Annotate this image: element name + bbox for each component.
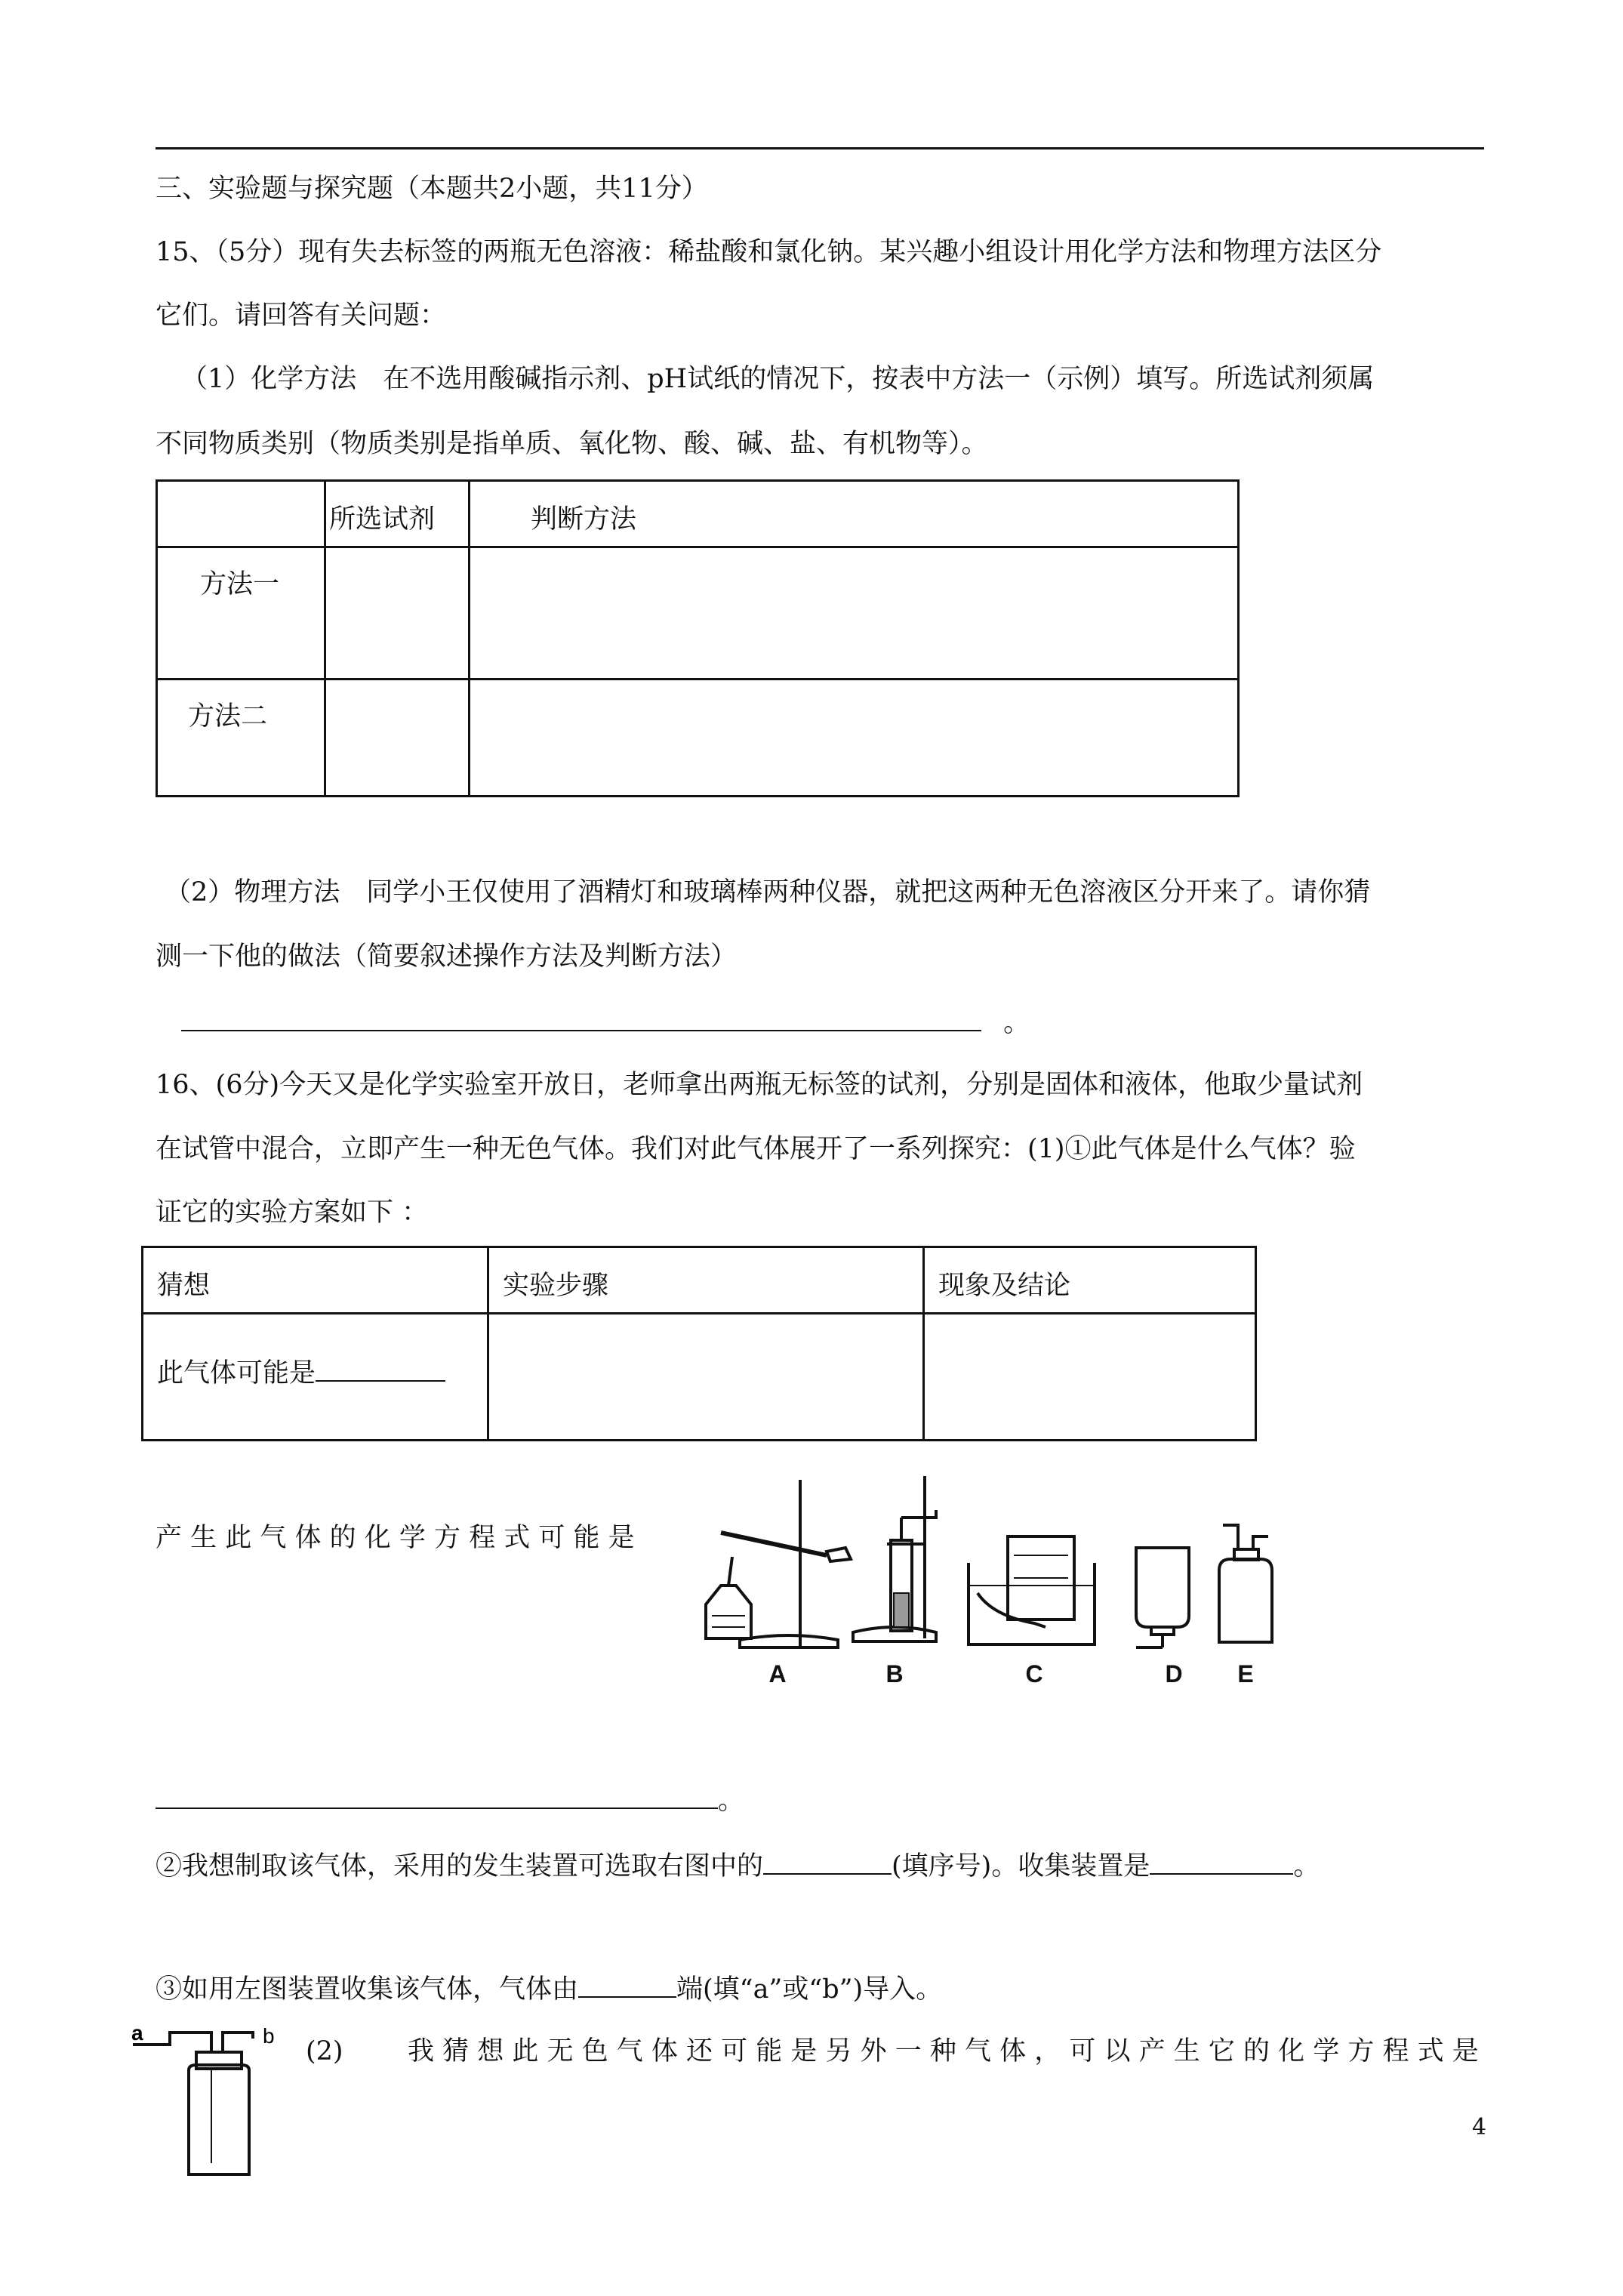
q16-q2-text1: ②我想制取该气体，采用的发生装置可选取右图中的 xyxy=(156,1851,764,1881)
label-E: E xyxy=(1237,1660,1254,1687)
steps-cell[interactable] xyxy=(488,1314,924,1441)
q15-part1-line1: （1）化学方法 在不选用酸碱指示剂、pH试纸的情况下，按表中方法一（示例）填写。所选试剂须属 xyxy=(181,364,1375,394)
table-header-empty xyxy=(157,481,325,547)
table-row xyxy=(143,1314,1256,1441)
apparatus-figure xyxy=(676,1472,1287,1691)
reagent-cell-1[interactable] xyxy=(325,547,470,680)
table-header-reagent: 所选试剂 xyxy=(329,504,436,535)
port-label-b: b xyxy=(263,2024,275,2048)
equation-end: 。 xyxy=(718,1786,745,1816)
q15-line1: 15、（5分）现有失去标签的两瓶无色溶液：稀盐酸和氯化钠。某兴趣小组设计用化学方法和物理方法区分 xyxy=(156,237,1382,267)
page-number: 4 xyxy=(1472,2114,1487,2140)
guess-blank[interactable] xyxy=(316,1358,445,1382)
q15-part2-line2: 测一下他的做法（简要叙述操作方法及判断方法） xyxy=(156,942,738,972)
table-header-result: 现象及结论 xyxy=(938,1271,1071,1301)
collector-blank[interactable] xyxy=(1150,1848,1293,1875)
q16-line1: 16、(6分)今天又是化学实验室开放日，老师拿出两瓶无标签的试剂，分别是固体和液体，他取少量试剂 xyxy=(156,1070,1363,1100)
row-label-method2: 方法二 xyxy=(188,701,268,732)
q15-part1-line2: 不同物质类别（物质类别是指单质、氧化物、酸、碱、盐、有机物等）。 xyxy=(156,429,988,459)
inlet-blank[interactable] xyxy=(578,1971,676,1998)
q16-line3: 证它的实验方案如下 ： xyxy=(156,1197,429,1228)
port-label-a: a xyxy=(131,2023,143,2045)
q15-method-table xyxy=(156,479,1240,797)
q15-part2-line1: （2）物理方法 同学小王仅使用了酒精灯和玻璃棒两种仪器，就把这两种无色溶液区分开来了。请你猜 xyxy=(165,877,1371,908)
q16-q2-text2: (填序号)。收集装置是 xyxy=(892,1851,1150,1881)
table-row xyxy=(157,547,1239,680)
q16-part2-text: 我 猜 想 此 无 色 气 体 还 可 能 是 另 外 一 种 气 体 ， 可 以 产 生 它 的 化 学 方 程 式 是 xyxy=(408,2036,1479,2066)
table-header-steps: 实验步骤 xyxy=(503,1271,609,1301)
result-cell[interactable] xyxy=(924,1314,1256,1441)
gas-bottle-figure xyxy=(128,2023,302,2182)
generator-blank[interactable] xyxy=(763,1848,892,1875)
label-D: D xyxy=(1165,1660,1183,1687)
equation-blank[interactable] xyxy=(156,1782,718,1809)
q16-q3-text2: 端(填“a”或“b”)导入。 xyxy=(676,1974,943,2005)
q16-experiment-table xyxy=(141,1246,1257,1441)
section-title: 三、实验题与探究题（本题共2小题，共11分） xyxy=(156,174,708,204)
method-cell-2[interactable] xyxy=(470,680,1239,797)
equation-prompt: 产 生 此 气 体 的 化 学 方 程 式 可 能 是 xyxy=(156,1523,635,1553)
row-label-method1: 方法一 xyxy=(200,569,280,599)
q16-q2-text3: 。 xyxy=(1293,1851,1320,1881)
q16-part2-num: (2) xyxy=(306,2036,343,2066)
label-A: A xyxy=(768,1660,787,1687)
top-rule xyxy=(156,147,1484,149)
q15-line2: 它们。请回答有关问题： xyxy=(156,300,447,331)
q16-q3-text1: ③如用左图装置收集该气体，气体由 xyxy=(156,1974,579,2005)
q16-line2: 在试管中混合，立即产生一种无色气体。我们对此气体展开了一系列探究：(1)①此气体是什么气体？验 xyxy=(156,1134,1356,1164)
table-row xyxy=(157,680,1239,797)
table-header-guess: 猜想 xyxy=(157,1271,211,1301)
label-B: B xyxy=(885,1660,904,1687)
label-C: C xyxy=(1025,1660,1043,1687)
method-cell-1[interactable] xyxy=(470,547,1239,680)
answer-end-period: 。 xyxy=(1003,1008,1030,1038)
answer-blank-physical[interactable] xyxy=(181,1004,981,1031)
reagent-cell-2[interactable] xyxy=(325,680,470,797)
table-header-method: 判断方法 xyxy=(531,504,637,535)
guess-text: 此气体可能是 xyxy=(157,1358,316,1388)
